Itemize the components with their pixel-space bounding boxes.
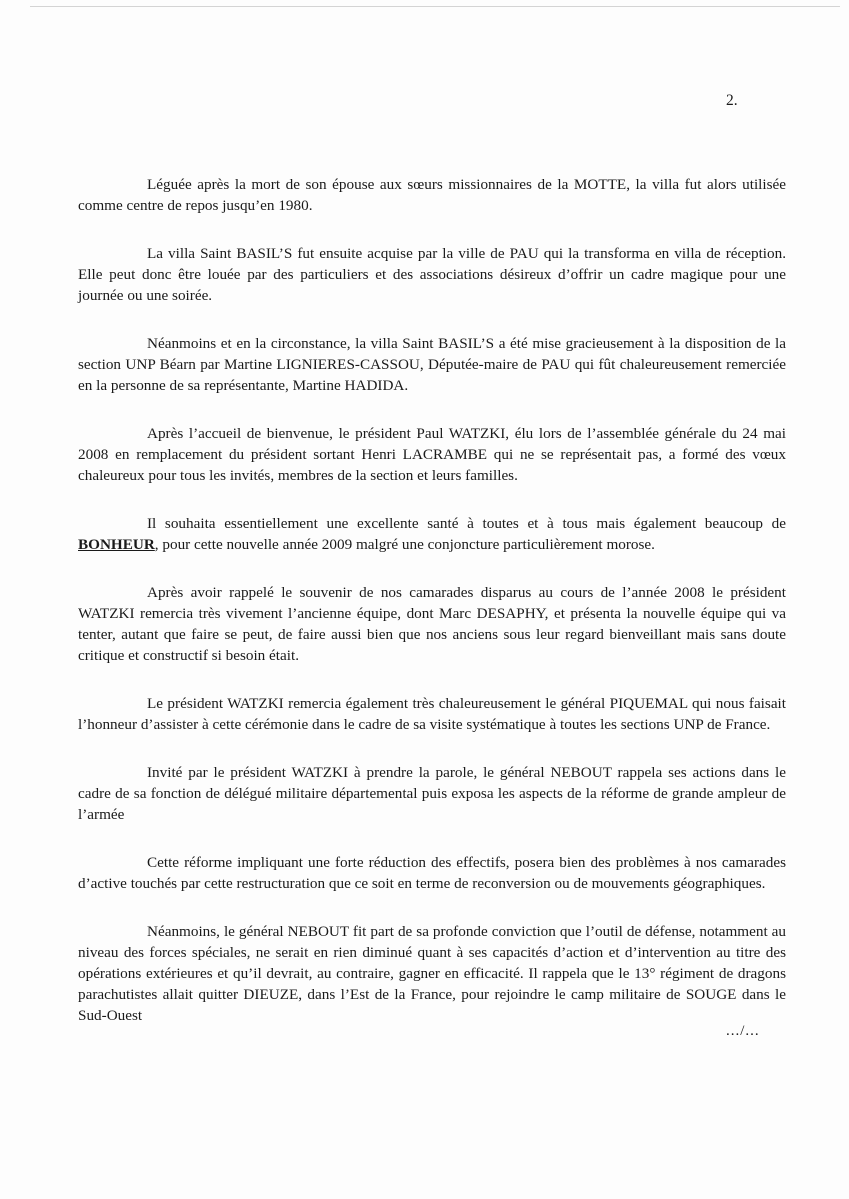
continuation-mark: .../... — [726, 1023, 760, 1039]
page-number: 2. — [726, 92, 738, 109]
page-top-rule — [30, 6, 840, 7]
paragraph-5-lead: Il souhaita essentiellement une excellente santé à toutes et à tous mais également beaucoup de — [147, 515, 786, 532]
paragraph-10: Néanmoins, le général NEBOUT fit part de sa profonde conviction que l’outil de défense, notamment au niveau des forces spéciales, ne serait en rien diminué quant à ses capacités d’action et d’intervention au titre des opérations extérieures et qu’il devrait, au contraire, gagner en efficacité. Il rappela que le 13° régiment de dragons parachutistes allait quitter DIEUZE, dans l’Est de la France, pour rejoindre le camp militaire de SOUGE dans le Sud-Ouest — [78, 923, 786, 1024]
paragraph-2: La villa Saint BASIL’S fut ensuite acquise par la ville de PAU qui la transforma en villa de réception. Elle peut donc être louée par des particuliers et des associations désireux d’offrir un cadre magique pour une journée ou une soirée. — [78, 245, 786, 304]
paragraph-6: Après avoir rappelé le souvenir de nos camarades disparus au cours de l’année 2008 le président WATZKI remercia très vivement l’ancienne équipe, dont Marc DESAPHY, et présenta la nouvelle équipe qui va tenter, autant que faire se peut, de faire aussi bien que nos anciens sous leur regard bienveillant mais sans doute critique et constructif si besoin était. — [78, 584, 786, 664]
paragraph-7: Le président WATZKI remercia également très chaleureusement le général PIQUEMAL qui nous faisait l’honneur d’assister à cette cérémonie dans le cadre de sa visite systématique à toutes les sections UNP de France. — [78, 695, 786, 733]
paragraph-1: Léguée après la mort de son épouse aux sœurs missionnaires de la MOTTE, la villa fut alors utilisée comme centre de repos jusqu’en 1980. — [78, 176, 786, 214]
document-body — [78, 174, 786, 1026]
emphasis-bonheur: BONHEUR — [78, 536, 155, 553]
paragraph-5 — [78, 513, 786, 555]
paragraph-9: Cette réforme impliquant une forte réduction des effectifs, posera bien des problèmes à nos camarades d’active touchés par cette restructuration que ce soit en terme de reconversion ou de mouvements géographiques. — [78, 854, 786, 892]
paragraph-4: Après l’accueil de bienvenue, le président Paul WATZKI, élu lors de l’assemblée générale du 24 mai 2008 en remplacement du président sortant Henri LACRAMBE qui ne se représentait pas, a formé des vœux chaleureux pour tous les invités, membres de la section et leurs familles. — [78, 425, 786, 484]
paragraph-3: Néanmoins et en la circonstance, la villa Saint BASIL’S a été mise gracieusement à la disposition de la section UNP Béarn par Martine LIGNIERES-CASSOU, Députée-maire de PAU qui fût chaleureusement remerciée en la personne de sa représentante, Martine HADIDA. — [78, 335, 786, 394]
paragraph-8: Invité par le président WATZKI à prendre la parole, le général NEBOUT rappela ses actions dans le cadre de sa fonction de délégué militaire départemental puis exposa les aspects de la réforme de grande ampleur de l’armée — [78, 764, 786, 823]
paragraph-5-tail: , pour cette nouvelle année 2009 malgré une conjoncture particulièrement morose. — [154, 536, 655, 553]
